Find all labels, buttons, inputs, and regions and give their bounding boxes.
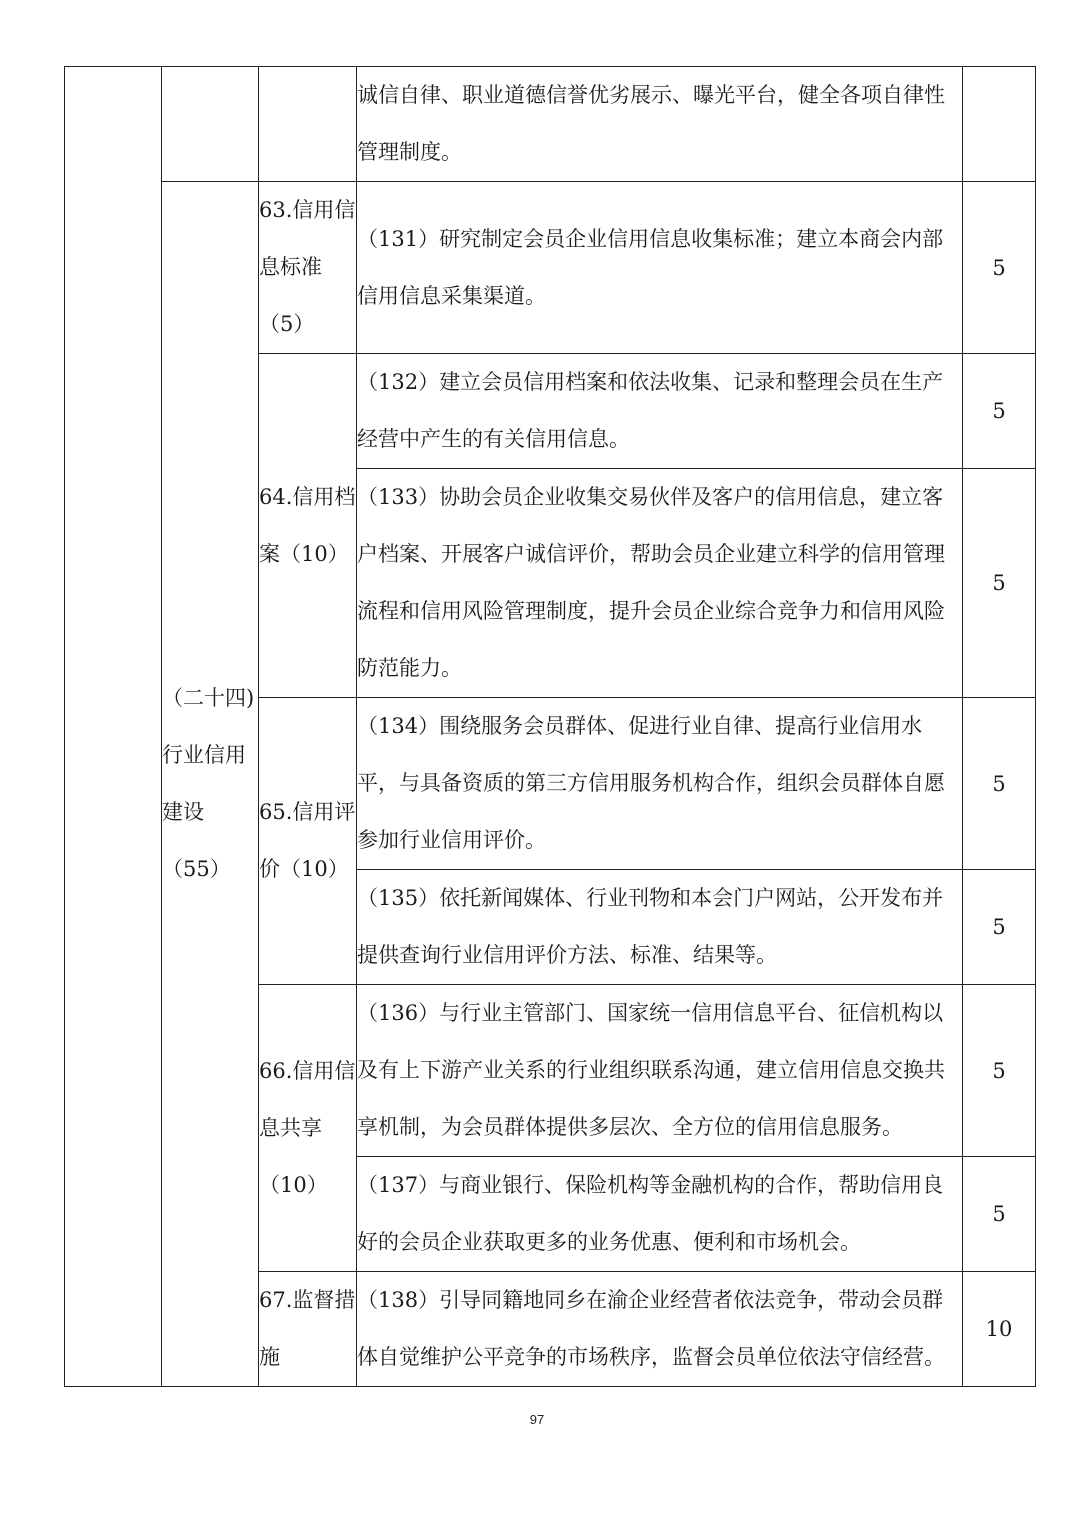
item-cell-66: 66.信用信息共享（10） [259,985,357,1272]
score-cell-136: 5 [963,985,1036,1157]
score-cell-133: 5 [963,469,1036,698]
item-cell-65: 65.信用评价（10） [259,698,357,985]
category-cell: （二十四)行业信用建设（55） [162,182,259,1387]
criterion-text-136: （136）与行业主管部门、国家统一信用信息平台、征信机构以及有上下游产业关系的行业组织联系沟通，建立信用信息交换共享机制，为会员群体提供多层次、全方位的信用信息服务。 [357,985,963,1157]
criterion-text-134: （134）围绕服务会员群体、促进行业自律、提高行业信用水平，与具备资质的第三方信用服务机构合作，组织会员群体自愿参加行业信用评价。 [357,698,963,870]
item-cell-67: 67.监督措施 [259,1272,357,1387]
score-cell-134: 5 [963,698,1036,870]
score-cell-132: 5 [963,354,1036,469]
score-cell-137: 5 [963,1157,1036,1272]
item-cell-63: 63.信用信息标准（5） [259,182,357,354]
criterion-text-132: （132）建立会员信用档案和依法收集、记录和整理会员在生产经营中产生的有关信用信息。 [357,354,963,469]
score-cell-135: 5 [963,870,1036,985]
item-cell-64: 64.信用档案（10） [259,354,357,698]
score-cell-131: 5 [963,182,1036,354]
blank-item-cell [259,67,357,182]
criterion-text-133: （133）协助会员企业收集交易伙伴及客户的信用信息，建立客户档案、开展客户诚信评价，帮助会员企业建立科学的信用管理流程和信用风险管理制度，提升会员企业综合竞争力和信用风险防范能力。 [357,469,963,698]
page-number: 97 [529,1412,545,1427]
blank-category-cell [162,67,259,182]
blank-column-cell [65,67,162,1387]
evaluation-table [64,66,1036,1387]
criterion-text-135: （135）依托新闻媒体、行业刊物和本会门户网站，公开发布并提供查询行业信用评价方法、标准、结果等。 [357,870,963,985]
criterion-text-131: （131）研究制定会员企业信用信息收集标准；建立本商会内部信用信息采集渠道。 [357,182,963,354]
table-row [65,182,1036,354]
criterion-text-137: （137）与商业银行、保险机构等金融机构的合作，帮助信用良好的会员企业获取更多的业务优惠、便利和市场机会。 [357,1157,963,1272]
criterion-text-138: （138）引导同籍地同乡在渝企业经营者依法竞争，带动会员群体自觉维护公平竞争的市场秩序，监督会员单位依法守信经营。 [357,1272,963,1387]
table-row [65,67,1036,182]
continued-text-cell: 诚信自律、职业道德信誉优劣展示、曝光平台，健全各项自律性管理制度。 [357,67,963,182]
score-cell-138: 10 [963,1272,1036,1387]
blank-score-cell [963,67,1036,182]
